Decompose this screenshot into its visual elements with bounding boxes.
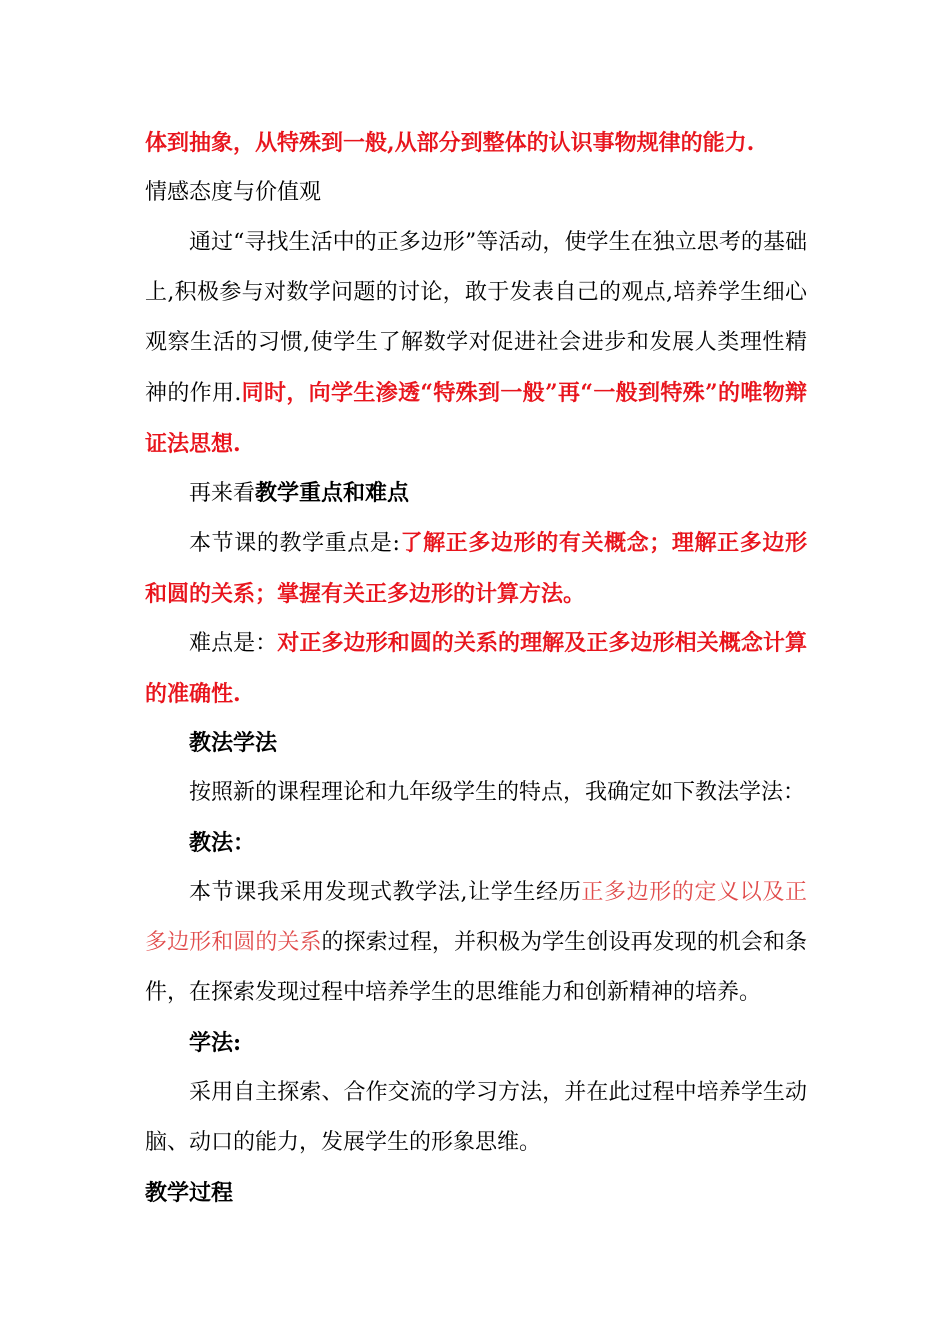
attitude-highlight: 同时，向学生渗透“特殊到一般”再“一般到特殊”的唯物辩证法思想. — [145, 380, 807, 457]
difficult-points-label: 难点是： — [189, 631, 278, 656]
paragraph-difficult-points — [145, 618, 807, 720]
teaching-method-text-c: 的探索过程，并积极为学生创设再发现的机会和条件，在探索发现过程中培养学生的思维能力和创新精神的培养。 — [145, 930, 807, 1005]
paragraph-attitude-values — [145, 218, 807, 470]
key-points-content: 了解正多边形的有关概念；理解正多边形和圆的关系；掌握有关正多边形的计算方法。 — [145, 530, 807, 607]
teaching-method-text-a: 本节课我采用发现式教学法,让学生经历 — [189, 880, 582, 905]
heading-teaching-learning-methods: 教法学法 — [189, 730, 278, 756]
paragraph-key-points — [145, 518, 807, 620]
teaching-method-highlight: 正多边形的定义以及正多边形和圆的关系 — [145, 880, 807, 955]
paragraph-methods-intro: 按照新的课程理论和九年级学生的特点，我确定如下教法学法： — [189, 780, 806, 805]
heading-teaching-method: 教法： — [189, 830, 256, 856]
heading-teaching-process: 教学过程 — [145, 1180, 234, 1206]
attitude-text: 通过“寻找生活中的正多边形”等活动，使学生在独立思考的基础上,积极参与对数学问题的讨论，敢于发表自己的观点,培养学生细心观察生活的习惯,使学生了解数学对促进社会进步和发展人类理性精神的作用. — [145, 230, 807, 406]
heading-learning-method: 学法: — [189, 1030, 242, 1056]
paragraph-key-difficult-intro — [145, 468, 807, 519]
key-difficult-heading: 教学重点和难点 — [255, 480, 410, 506]
heading-attitude-values: 情感态度与价值观 — [145, 180, 322, 205]
paragraph-learning-method: 采用自主探索、合作交流的学习方法，并在此过程中培养学生动脑、动口的能力，发展学生的形象思维。 — [145, 1080, 807, 1155]
difficult-points-content: 对正多边形和圆的关系的理解及正多边形相关概念计算的准确性. — [145, 630, 807, 707]
paragraph-teaching-method — [145, 868, 807, 1018]
key-points-label: 本节课的教学重点是: — [189, 531, 400, 556]
intro-text: 再来看 — [189, 481, 256, 506]
paragraph-ability-goal: 体到抽象，从特殊到一般,从部分到整体的认识事物规律的能力. — [145, 130, 755, 156]
